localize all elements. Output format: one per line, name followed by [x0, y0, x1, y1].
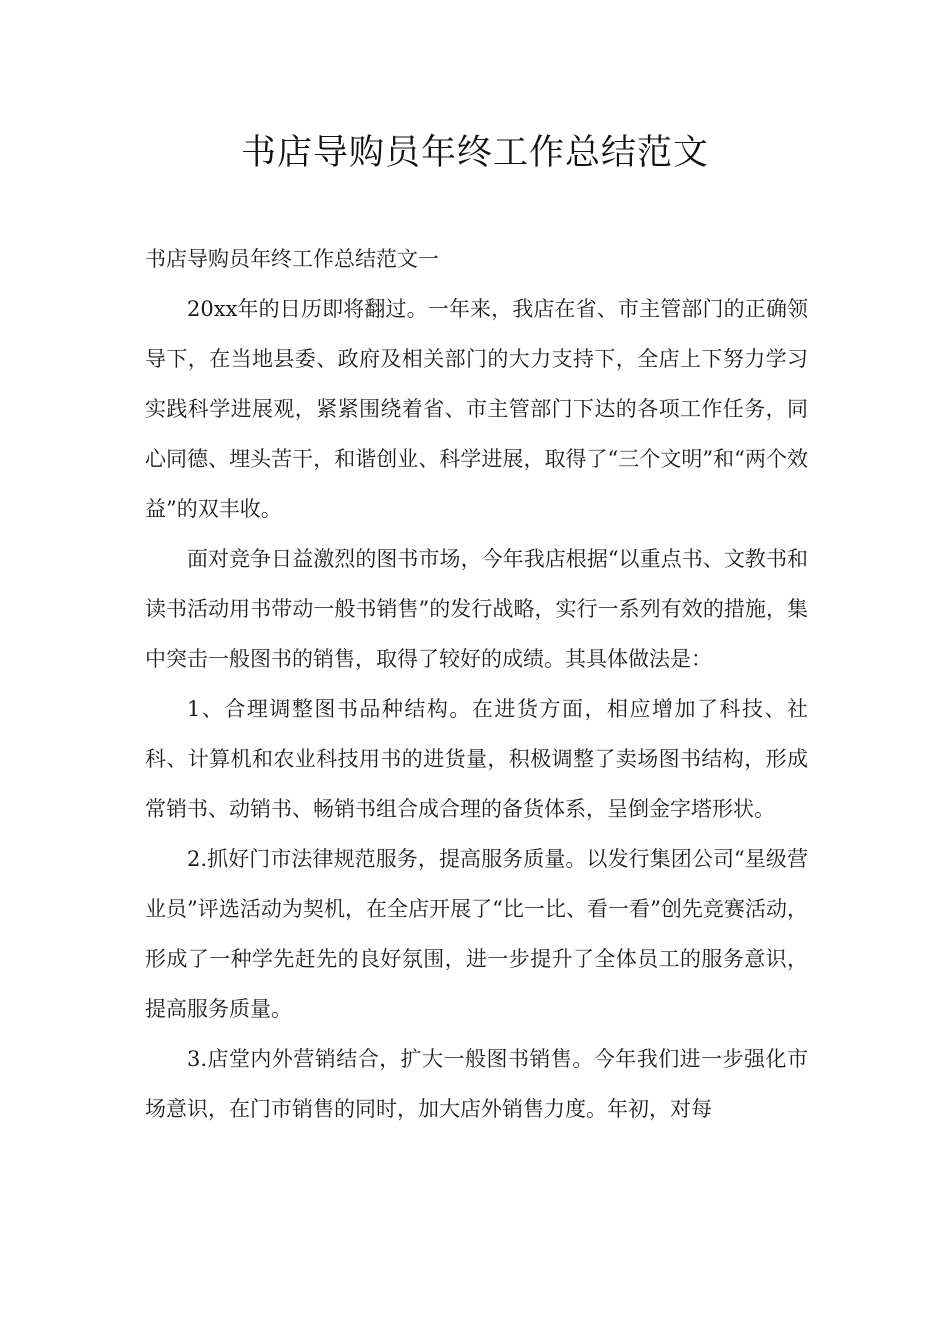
paragraph-1: 20xx年的日历即将翻过。一年来，我店在省、市主管部门的正确领导下，在当地县委、政府及相关部门的大力支持下，全店上下努力学习实践科学进展观，紧紧围绕着省、市主管部门下达的各项工作任务，同心同德、埋头苦干，和谐创业、科学进展，取得了“三个文明”和“两个效益”的双丰收。 [145, 297, 808, 521]
paragraph-5: 3.店堂内外营销结合，扩大一般图书销售。今年我们进一步强化市场意识，在门市销售的同时，加大店外销售力度。年初，对每 [145, 1047, 808, 1121]
document-title: 书店导购员年终工作总结范文 [240, 133, 709, 173]
paragraph-2: 面对竞争日益激烈的图书市场，今年我店根据“以重点书、文教书和读书活动用书带动一般书销售”的发行战略，实行一系列有效的措施，集中突击一般图书的销售，取得了较好的成绩。其具体做法是： [145, 547, 808, 671]
paragraph-4: 2.抓好门市法律规范服务，提高服务质量。以发行集团公司“星级营业员”评选活动为契机，在全店开展了“比一比、看一看”创先竞赛活动，形成了一种学先赶先的良好氛围，进一步提升了全体员工的服务意识，提高服务质量。 [145, 847, 808, 1021]
section-subtitle: 书店导购员年终工作总结范文一 [145, 247, 439, 271]
paragraph-3: 1、合理调整图书品种结构。在进货方面，相应增加了科技、社科、计算机和农业科技用书的进货量，积极调整了卖场图书结构，形成常销书、动销书、畅销书组合成合理的备货体系，呈倒金字塔形状。 [145, 697, 808, 821]
document-body [145, 234, 808, 1134]
